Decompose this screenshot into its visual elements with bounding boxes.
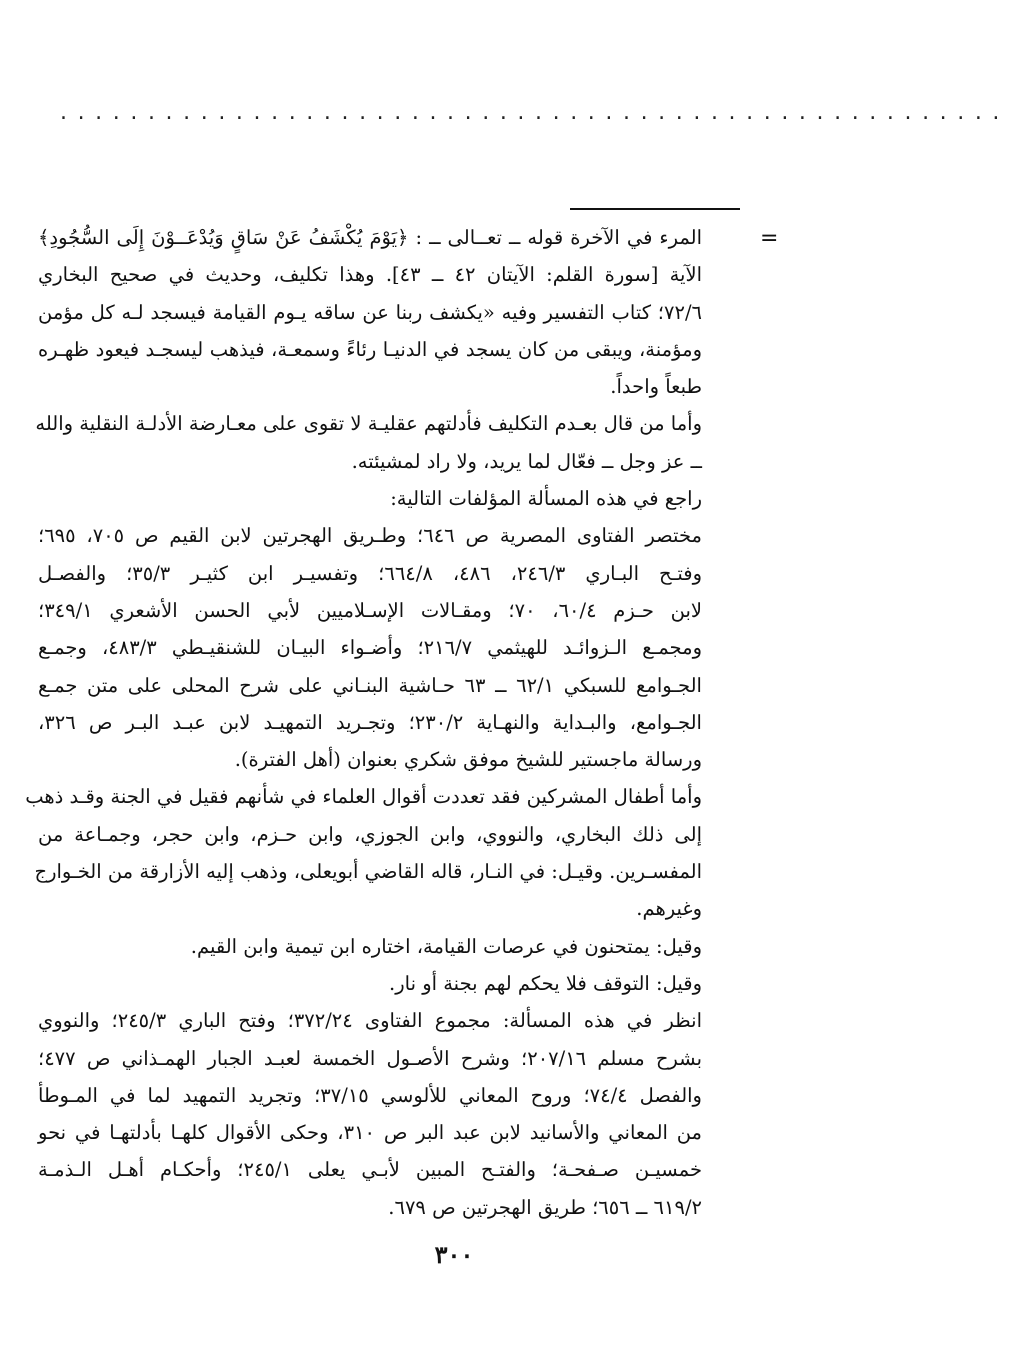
header-dotted-separator: ......................................................: [60, 100, 1010, 125]
text-line: ومجمـع الـزوائـد للهيثمي ٢١٦/٧؛ وأضـواء البيـان للشنقيـطي ٤٨٣/٣، وجمـع: [38, 636, 702, 660]
text-line: وغيرهم.: [636, 897, 702, 921]
text-line: الآية [سورة القلم: الآيتان ٤٢ ــ ٤٣]. وهذا تكليف، وحديث في صحيح البخاري: [38, 263, 702, 287]
text-line: مختصر الفتاوى المصرية ص ٦٤٦؛ وطـريق الهجرتين لابن القيم ص ٧٠٥، ٦٩٥؛: [38, 524, 702, 548]
text-line: وأما من قال بعـدم التكليف فأدلتهم عقليـة لا تقوى على معـارضة الأدلـة النقلية والله: [35, 412, 702, 436]
text-line: ورسالة ماجستير للشيخ موفق شكري بعنوان (أهل الفترة).: [234, 748, 702, 772]
text-line: المفسـرين. وقيـل: في النـار، قاله القاضي أبويعلى، وذهب إليه الأزارقة من الخـوارج: [34, 860, 702, 884]
footnote-continuation-marker: =: [760, 226, 779, 251]
text-line: لابن حـزم ٦٠/٤، ٧٠؛ ومقـالات الإسـلاميين لأبي الحسن الأشعري ٣٤٩/١؛: [38, 598, 703, 622]
text-line: والفصل ٧٤/٤؛ وروح المعاني للألوسي ٣٧/١٥؛ وتجريد التمهيد لما في المـوطأ: [38, 1083, 702, 1107]
text-line: بشرح مسلم ٢٠٧/١٦؛ وشرح الأصـول الخمسة لعبـد الجبار الهمـذاني ص ٤٧٧؛: [38, 1046, 703, 1070]
text-line: الجـوامع للسبكي ٦٢/١ ــ ٦٣ حـاشية البنـاني على شرح المحلى على متن جمـع: [38, 673, 702, 697]
text-line: الجـوامع، والبـداية والنهـاية ٢٣٠/٢؛ وتجـريد التمهيـد لابن عبـد البـر ص ٣٢٦،: [38, 710, 702, 734]
page-number: ٣٠٠: [434, 1240, 474, 1269]
text-line: ــ عز وجل ــ فعّال لما يريد، ولا راد لمشيئته.: [351, 449, 702, 473]
text-line: ٧٢/٦؛ كتاب التفسير وفيه «يكشف ربنا عن ساقه يـوم القيامة فيسجد لـه كل مؤمن: [38, 300, 702, 324]
text-line: طبعاً واحداً.: [610, 375, 702, 399]
text-line: وقيل: التوقف فلا يحكم لهم بجنة أو نار.: [389, 971, 702, 995]
footnote-separator-rule: [570, 208, 740, 210]
footnote-text-block: [25, 219, 703, 1226]
text-line: من المعاني والأسانيد لابن عبد البر ص ٣١٠، وحكى الأقوال كلهـا بأدلتهـا في نحو: [38, 1121, 703, 1145]
text-line: ومؤمنة، ويبقى من كان يسجد في الدنيـا رئاءً وسمعـة، فيذهب ليسجـد فيعود ظهـره: [38, 337, 702, 361]
text-line: إلى ذلك البخاري، والنووي، وابن الجوزي، وابن حـزم، وابن حجر، وجمـاعة من: [38, 822, 702, 846]
text-line: ٦١٩/٢ ــ ٦٥٦؛ طريق الهجرتين ص ٦٧٩.: [388, 1195, 702, 1219]
text-line: وقيل: يمتحنون في عرصات القيامة، اختاره ابن تيمية وابن القيم.: [190, 934, 702, 958]
text-line: انظر في هذه المسألة: مجموع الفتاوى ٣٧٢/٢٤؛ وفتح الباري ٢٤٥/٣؛ والنووي: [38, 1009, 703, 1033]
text-line: المرء في الآخرة قوله ــ تعــالى ــ : ﴿يَوْمَ يُكْشَفُ عَنْ سَاقٍ وَيُدْعَــوْنَ إِلَى السُّجُودِ﴾: [38, 226, 702, 249]
text-line: راجع في هذه المسألة المؤلفات التالية:: [390, 487, 702, 511]
text-line: خمسيـن صـفحـة؛ والفتـح المبين لأبـي يعلى ٢٤٥/١؛ وأحكـام أهـل الـذمـة: [38, 1158, 703, 1182]
text-line: وفتـح البـاري ٢٤٦/٣، ٤٨٦، ٦٦٤/٨؛ وتفسيـر ابن كثيـر ٣٥/٣؛ والفصـل: [38, 561, 702, 585]
text-line: وأما أطفال المشركين فقد تعددت أقوال العلماء في شأنهم فقيل في الجنة وقـد ذهب: [25, 785, 702, 809]
